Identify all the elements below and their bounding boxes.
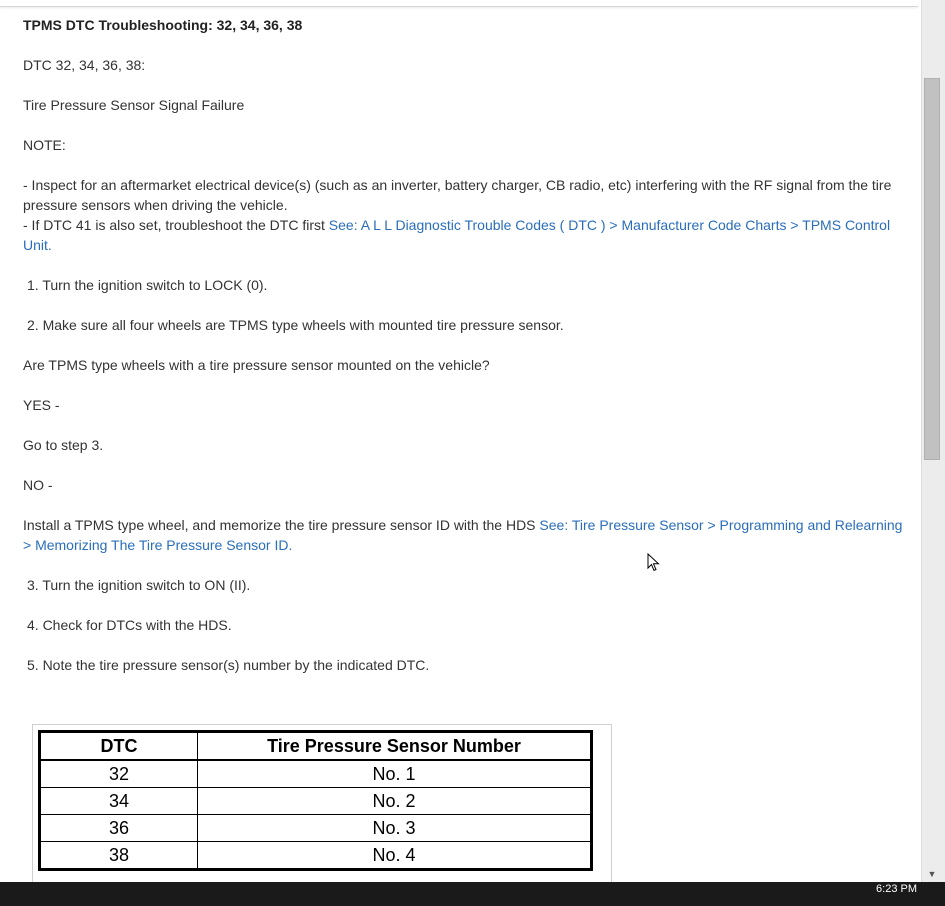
no-label: NO - [23,477,53,493]
mouse-cursor-icon [647,553,661,573]
table-cell-sensor: No. 1 [198,760,592,788]
step-2: 2. Make sure all four wheels are TPMS type wheels with mounted tire pressure sensor. [27,317,564,333]
sensor-programming-link[interactable]: See: Tire Pressure Sensor > Programming and Relearning > Memorizing The Tire Pressure Sensor ID. [23,517,903,553]
note-item [23,215,903,255]
page-title: TPMS DTC Troubleshooting: 32, 34, 36, 38 [23,17,303,33]
note-item-text: - If DTC 41 is also set, troubleshoot the DTC first [23,217,329,233]
vertical-scrollbar[interactable] [921,0,945,882]
table-cell-dtc: 38 [40,842,198,870]
scroll-down-arrow-icon[interactable]: ▼ [927,869,937,879]
table-row [40,815,592,842]
table-row [40,760,592,788]
toolbar-edge [0,0,918,7]
no-action-text: Install a TPMS type wheel, and memorize the tire pressure sensor ID with the HDS [23,517,540,533]
dtc-table-figure [32,724,612,882]
yes-label: YES - [23,397,60,413]
column-header-dtc: DTC [40,732,198,761]
scrollbar-thumb[interactable] [924,78,940,460]
table-row [40,842,592,870]
no-action [23,515,903,555]
table-header-row [40,732,592,761]
step-3: 3. Turn the ignition switch to ON (II). [27,577,251,593]
step-1: 1. Turn the ignition switch to LOCK (0). [27,277,268,293]
table-cell-dtc: 32 [40,760,198,788]
table-cell-sensor: No. 2 [198,788,592,815]
table-cell-dtc: 34 [40,788,198,815]
dtc-sensor-table [38,730,593,871]
column-header-sensor-number: Tire Pressure Sensor Number [198,732,592,761]
question: Are TPMS type wheels with a tire pressure sensor mounted on the vehicle? [23,357,490,373]
taskbar [0,882,945,906]
subtitle: Tire Pressure Sensor Signal Failure [23,97,245,113]
taskbar-clock[interactable]: 6:23 PM [876,883,917,895]
step-4: 4. Check for DTCs with the HDS. [27,617,232,633]
step-5: 5. Note the tire pressure sensor(s) number by the indicated DTC. [27,657,430,673]
note-item: - Inspect for an aftermarket electrical device(s) (such as an inverter, battery charger, CB radio, etc) interfering with the RF signal from the tire pressure sensors when driving the vehicle. [23,177,892,213]
dtc-line: DTC 32, 34, 36, 38: [23,57,146,73]
document-content [23,15,903,695]
table-cell-sensor: No. 3 [198,815,592,842]
yes-action: Go to step 3. [23,437,104,453]
table-row [40,788,592,815]
note-label: NOTE: [23,137,66,153]
note-list [23,175,903,255]
table-cell-dtc: 36 [40,815,198,842]
table-cell-sensor: No. 4 [198,842,592,870]
dtc-chart-link[interactable]: See: A L L Diagnostic Trouble Codes ( DTC ) > Manufacturer Code Charts > TPMS Control Unit. [23,217,891,253]
